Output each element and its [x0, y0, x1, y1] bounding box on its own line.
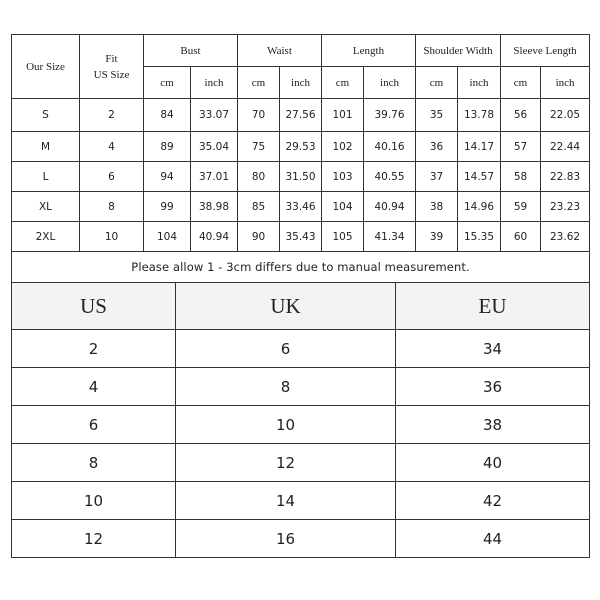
cell: 40 — [396, 444, 590, 482]
header-waist: Waist — [238, 35, 322, 67]
conversion-row — [12, 520, 590, 558]
header-fit: Fit — [105, 52, 118, 65]
cell: 10 — [80, 222, 144, 252]
cell: 75 — [238, 132, 280, 162]
cell: 94 — [144, 162, 191, 192]
cell: 8 — [80, 192, 144, 222]
cell: 37.01 — [191, 162, 238, 192]
cell: S — [12, 99, 80, 132]
cell: 40.55 — [364, 162, 416, 192]
unit-cm: cm — [144, 67, 191, 99]
header-shoulder-width: Shoulder Width — [416, 35, 501, 67]
unit-inch: inch — [541, 67, 590, 99]
header-our-size: Our Size — [12, 35, 80, 99]
cell: 39.76 — [364, 99, 416, 132]
cell: 14.96 — [458, 192, 501, 222]
cell: 2XL — [12, 222, 80, 252]
size-row — [12, 132, 590, 162]
unit-cm: cm — [238, 67, 280, 99]
cell: 59 — [501, 192, 541, 222]
cell: 105 — [322, 222, 364, 252]
cell: 22.44 — [541, 132, 590, 162]
cell: 38.98 — [191, 192, 238, 222]
cell: 70 — [238, 99, 280, 132]
unit-inch: inch — [364, 67, 416, 99]
header-length: Length — [322, 35, 416, 67]
cell: 35.43 — [280, 222, 322, 252]
header-fit-us-size — [80, 35, 144, 99]
cell: 8 — [12, 444, 176, 482]
cell: 33.07 — [191, 99, 238, 132]
conversion-row — [12, 482, 590, 520]
cell: M — [12, 132, 80, 162]
cell: 33.46 — [280, 192, 322, 222]
header-uk: UK — [176, 283, 396, 330]
header-us: US — [12, 283, 176, 330]
cell: 35 — [416, 99, 458, 132]
conversion-row — [12, 368, 590, 406]
conversion-row — [12, 330, 590, 368]
cell: 12 — [12, 520, 176, 558]
cell: 23.62 — [541, 222, 590, 252]
unit-cm: cm — [322, 67, 364, 99]
cell: 4 — [80, 132, 144, 162]
header-bust: Bust — [144, 35, 238, 67]
cell: 41.34 — [364, 222, 416, 252]
size-row — [12, 162, 590, 192]
cell: 57 — [501, 132, 541, 162]
cell: 4 — [12, 368, 176, 406]
cell: 27.56 — [280, 99, 322, 132]
cell: 29.53 — [280, 132, 322, 162]
cell: 99 — [144, 192, 191, 222]
cell: 10 — [176, 406, 396, 444]
cell: 89 — [144, 132, 191, 162]
cell: 6 — [176, 330, 396, 368]
cell: 102 — [322, 132, 364, 162]
cell: 22.05 — [541, 99, 590, 132]
cell: 14 — [176, 482, 396, 520]
cell: XL — [12, 192, 80, 222]
cell: 84 — [144, 99, 191, 132]
cell: 58 — [501, 162, 541, 192]
conversion-row — [12, 444, 590, 482]
cell: 38 — [396, 406, 590, 444]
cell: 2 — [80, 99, 144, 132]
header-us-size: US Size — [93, 68, 130, 81]
cell: 39 — [416, 222, 458, 252]
cell: 38 — [416, 192, 458, 222]
cell: 40.16 — [364, 132, 416, 162]
cell: 23.23 — [541, 192, 590, 222]
header-eu: EU — [396, 283, 590, 330]
cell: 14.17 — [458, 132, 501, 162]
cell: 90 — [238, 222, 280, 252]
cell: 104 — [144, 222, 191, 252]
cell: 36 — [396, 368, 590, 406]
cell: 6 — [12, 406, 176, 444]
cell: 42 — [396, 482, 590, 520]
unit-cm: cm — [501, 67, 541, 99]
cell: 6 — [80, 162, 144, 192]
conversion-row — [12, 406, 590, 444]
cell: 35.04 — [191, 132, 238, 162]
size-row — [12, 99, 590, 132]
cell: 104 — [322, 192, 364, 222]
cell: 40.94 — [364, 192, 416, 222]
unit-inch: inch — [280, 67, 322, 99]
measurement-note: Please allow 1 - 3cm differs due to manual measurement. — [12, 252, 590, 283]
cell: 34 — [396, 330, 590, 368]
cell: 10 — [12, 482, 176, 520]
cell: 60 — [501, 222, 541, 252]
cell: 85 — [238, 192, 280, 222]
cell: 101 — [322, 99, 364, 132]
cell: 15.35 — [458, 222, 501, 252]
cell: 31.50 — [280, 162, 322, 192]
cell: L — [12, 162, 80, 192]
cell: 12 — [176, 444, 396, 482]
size-conversion-table — [11, 282, 590, 558]
unit-cm: cm — [416, 67, 458, 99]
cell: 44 — [396, 520, 590, 558]
cell: 56 — [501, 99, 541, 132]
cell: 2 — [12, 330, 176, 368]
unit-inch: inch — [458, 67, 501, 99]
cell: 22.83 — [541, 162, 590, 192]
unit-inch: inch — [191, 67, 238, 99]
note-row — [12, 252, 590, 283]
size-chart-table — [11, 34, 590, 283]
cell: 16 — [176, 520, 396, 558]
size-row — [12, 192, 590, 222]
size-row — [12, 222, 590, 252]
cell: 14.57 — [458, 162, 501, 192]
header-sleeve-length: Sleeve Length — [501, 35, 590, 67]
cell: 36 — [416, 132, 458, 162]
cell: 8 — [176, 368, 396, 406]
cell: 40.94 — [191, 222, 238, 252]
cell: 103 — [322, 162, 364, 192]
cell: 80 — [238, 162, 280, 192]
cell: 37 — [416, 162, 458, 192]
cell: 13.78 — [458, 99, 501, 132]
